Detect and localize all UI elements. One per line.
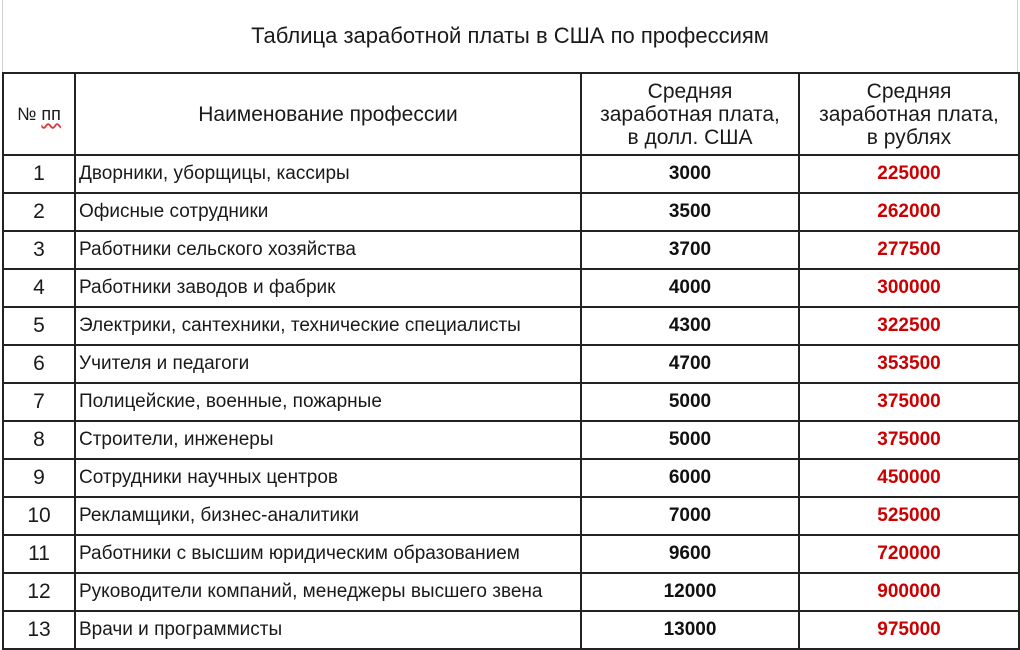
table-row	[3, 573, 1019, 611]
row-salary-rub: 900000	[799, 573, 1019, 611]
row-profession: Работники сельского хозяйства	[75, 231, 581, 269]
row-profession: Врачи и программисты	[75, 611, 581, 649]
row-salary-rub: 262000	[799, 193, 1019, 231]
row-number: 1	[3, 155, 75, 193]
row-salary-usd: 5000	[581, 383, 799, 421]
header-rub-line2: заработная плата,	[819, 102, 999, 126]
salary-table	[2, 72, 1020, 650]
row-salary-usd: 6000	[581, 459, 799, 497]
table-row	[3, 269, 1019, 307]
row-salary-usd: 3500	[581, 193, 799, 231]
row-salary-usd: 4700	[581, 345, 799, 383]
row-profession: Электрики, сантехники, технические специалисты	[75, 307, 581, 345]
table-body	[3, 155, 1019, 649]
table-row	[3, 535, 1019, 573]
row-salary-usd: 9600	[581, 535, 799, 573]
header-usd-line3: в долл. США	[627, 125, 753, 149]
row-profession: Руководители компаний, менеджеры высшего звена	[75, 573, 581, 611]
row-number: 13	[3, 611, 75, 649]
table-row	[3, 421, 1019, 459]
table-row	[3, 459, 1019, 497]
header-rub-line3: в рублях	[866, 125, 952, 149]
header-usd-line1: Средняя	[647, 79, 733, 103]
row-salary-usd: 4000	[581, 269, 799, 307]
row-profession: Работники с высшим юридическим образованием	[75, 535, 581, 573]
table-title: Таблица заработной платы в США по профессиям	[2, 0, 1018, 72]
header-rub-line1: Средняя	[866, 79, 952, 103]
row-number: 6	[3, 345, 75, 383]
row-profession: Учителя и педагоги	[75, 345, 581, 383]
table-row	[3, 193, 1019, 231]
row-salary-usd: 3700	[581, 231, 799, 269]
row-number: 3	[3, 231, 75, 269]
row-profession: Рекламщики, бизнес-аналитики	[75, 497, 581, 535]
row-number: 4	[3, 269, 75, 307]
row-number: 11	[3, 535, 75, 573]
header-number-suffix: пп	[41, 103, 61, 124]
header-row	[3, 73, 1019, 155]
row-number: 5	[3, 307, 75, 345]
row-salary-usd: 12000	[581, 573, 799, 611]
row-salary-rub: 375000	[799, 383, 1019, 421]
row-number: 10	[3, 497, 75, 535]
table-row	[3, 497, 1019, 535]
row-salary-rub: 277500	[799, 231, 1019, 269]
row-salary-usd: 13000	[581, 611, 799, 649]
header-salary-usd	[581, 73, 799, 155]
row-profession: Дворники, уборщицы, кассиры	[75, 155, 581, 193]
row-salary-rub: 322500	[799, 307, 1019, 345]
row-number: 2	[3, 193, 75, 231]
table-row	[3, 383, 1019, 421]
row-salary-rub: 300000	[799, 269, 1019, 307]
row-salary-rub: 353500	[799, 345, 1019, 383]
row-salary-rub: 975000	[799, 611, 1019, 649]
row-salary-usd: 7000	[581, 497, 799, 535]
row-number: 12	[3, 573, 75, 611]
header-number-prefix: №	[17, 103, 42, 124]
header-profession: Наименование профессии	[75, 73, 581, 155]
row-salary-usd: 3000	[581, 155, 799, 193]
row-salary-rub: 720000	[799, 535, 1019, 573]
header-number	[3, 73, 75, 155]
row-profession: Строители, инженеры	[75, 421, 581, 459]
row-salary-rub: 375000	[799, 421, 1019, 459]
header-usd-line2: заработная плата,	[600, 102, 780, 126]
row-salary-usd: 4300	[581, 307, 799, 345]
row-profession: Сотрудники научных центров	[75, 459, 581, 497]
row-salary-rub: 225000	[799, 155, 1019, 193]
header-salary-rub	[799, 73, 1019, 155]
row-salary-rub: 525000	[799, 497, 1019, 535]
row-salary-usd: 5000	[581, 421, 799, 459]
row-number: 8	[3, 421, 75, 459]
table-row	[3, 231, 1019, 269]
row-number: 7	[3, 383, 75, 421]
row-salary-rub: 450000	[799, 459, 1019, 497]
table-row	[3, 307, 1019, 345]
row-profession: Работники заводов и фабрик	[75, 269, 581, 307]
table-row	[3, 345, 1019, 383]
row-number: 9	[3, 459, 75, 497]
row-profession: Офисные сотрудники	[75, 193, 581, 231]
row-profession: Полицейские, военные, пожарные	[75, 383, 581, 421]
table-row	[3, 611, 1019, 649]
table-row	[3, 155, 1019, 193]
salary-sheet	[2, 0, 1018, 648]
